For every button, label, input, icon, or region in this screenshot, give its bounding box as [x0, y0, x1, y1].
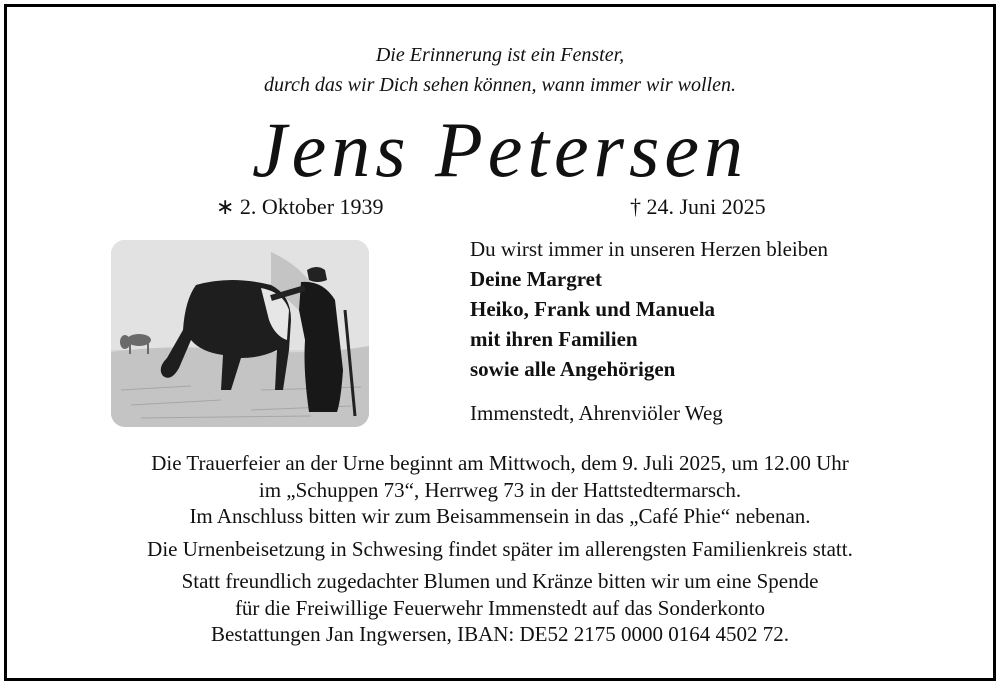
family-intro: Du wirst immer in unseren Herzen bleiben	[470, 237, 829, 261]
donation-line-1: Statt freundlich zugedachter Blumen und Kränze bitten wir um eine Spende	[181, 569, 819, 593]
death-date: † 24. Juni 2025	[630, 194, 766, 219]
donation-line-3: Bestattungen Jan Ingwersen, IBAN: DE52 2175 0000 0164 4502 72.	[210, 622, 789, 646]
funeral-details	[0, 450, 1000, 648]
man-with-bull-photo	[111, 240, 369, 427]
ceremony-line-3: Im Anschluss bitten wir zum Beisammensein in das „Café Phie“ nebenan.	[189, 504, 811, 528]
family-place: Immenstedt, Ahrenviöler Weg	[470, 401, 723, 425]
birth-date: ∗ 2. Oktober 1939	[216, 194, 384, 219]
photo-illustration	[111, 240, 369, 427]
ceremony-line-2: im „Schuppen 73“, Herrweg 73 in der Hattstedtermarsch.	[258, 477, 742, 502]
family-name-2: Heiko, Frank und Manuela	[470, 297, 716, 321]
quote-line-1: Die Erinnerung ist ein Fenster,	[375, 44, 625, 66]
family-name-1: Deine Margret	[470, 267, 602, 291]
family-block	[470, 234, 828, 428]
ceremony-line-1: Die Trauerfeier an der Urne beginnt am Mittwoch, dem 9. Juli 2025, um 12.00 Uhr	[151, 451, 849, 475]
quote-line-2: durch das wir Dich sehen können, wann immer wir wollen.	[263, 74, 736, 96]
memorial-quote	[0, 40, 1000, 100]
donation-line-2: für die Freiwillige Feuerwehr Immenstedt auf das Sonderkonto	[234, 595, 766, 620]
deceased-name: Jens Petersen	[252, 106, 748, 193]
burial-line: Die Urnenbeisetzung in Schwesing findet später im allerengsten Familienkreis statt.	[147, 536, 853, 561]
family-name-3: mit ihren Familien	[470, 327, 638, 351]
family-name-4: sowie alle Angehörigen	[470, 357, 676, 381]
